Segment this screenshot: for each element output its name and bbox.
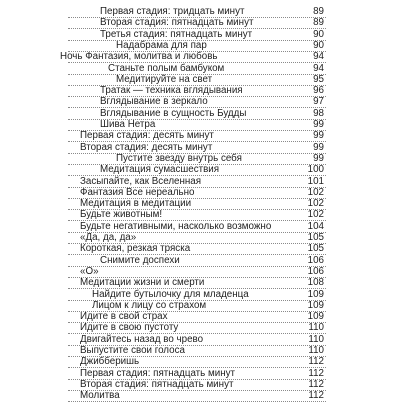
- toc-entry-title: Двигайтесь назад во чрево: [80, 333, 204, 345]
- toc-entry-page: 95: [313, 73, 324, 85]
- toc-entry-page: 101: [307, 175, 324, 187]
- toc-entry-title: Третья стадия: пятнадцать минут: [100, 28, 253, 40]
- toc-entry-title: Идите в свой страх: [80, 311, 168, 323]
- toc-entry-title: Первая стадия: десять минут: [80, 130, 214, 142]
- toc-entry-title: «Да, да, да»: [80, 232, 137, 243]
- toc-entry-title: Будьте негативными, насколько возможно: [80, 220, 272, 232]
- toc-entry-title: Фантазия Все нереально: [80, 186, 195, 198]
- toc-entry-page: 98: [313, 107, 324, 119]
- toc-entry-page: 112: [308, 367, 324, 379]
- toc-entry-page: 112: [308, 390, 324, 402]
- toc-entry-title: «О»: [80, 265, 99, 277]
- toc-entry-title: Ночь Фантазия, молитва и любовь: [60, 51, 218, 63]
- toc-entry-title: Станьте полым бамбуком: [108, 62, 225, 74]
- toc-entry-title: Тратак — техника вглядывания: [100, 85, 243, 97]
- toc-entry-page: 112: [308, 356, 324, 368]
- toc-entry-page: 99: [313, 152, 324, 164]
- toc-entry-page: 100: [307, 164, 324, 176]
- toc-entry-page: 102: [307, 198, 324, 210]
- toc-entry-page: 97: [313, 96, 324, 108]
- toc-entry-page: 94: [313, 62, 324, 74]
- toc-entry-title: Лицом к лицу со страхом: [92, 299, 207, 311]
- toc-entry-title: Вглядывание в зеркало: [100, 96, 208, 108]
- toc-entry-page: 90: [313, 39, 324, 51]
- toc-entry-page: 110: [308, 345, 324, 356]
- toc-entry-title: Вторая стадия: пятнадцать минут: [80, 378, 234, 390]
- toc-entry-page: 102: [307, 186, 324, 198]
- toc-entry-page: 104: [307, 220, 324, 232]
- toc-entry-page: 102: [307, 209, 324, 221]
- toc-entry-page: 90: [313, 28, 324, 40]
- toc-entry: [0, 389, 400, 402]
- toc-entry-title: Молитва: [80, 390, 120, 402]
- toc-entry-title: Вглядывание в сущность Будды: [100, 107, 247, 119]
- toc-entry-page: 89: [313, 6, 324, 17]
- toc-entry-page: 94: [313, 51, 324, 63]
- toc-entry-page: 110: [308, 333, 324, 345]
- toc-entry-title: Медитируйте на свет: [116, 73, 213, 85]
- toc-entry-page: 89: [313, 17, 324, 29]
- toc-entry-title: Первая стадия: пятнадцать минут: [80, 367, 236, 379]
- toc-entry-title: Идите в свою пустоту: [80, 322, 179, 334]
- toc-entry-title: Снимите доспехи: [100, 254, 180, 266]
- toc-entry-title: Надабрама для пар: [116, 39, 207, 51]
- toc-entry-page: 112: [308, 378, 324, 390]
- toc-entry-title: Первая стадия: тридцать минут: [100, 6, 245, 17]
- toc-entry-page: 106: [307, 265, 324, 277]
- toc-entry-title: Медитации жизни и смерти: [80, 277, 205, 289]
- toc-entry-title: Найдите бутылочку для младенца: [92, 288, 249, 300]
- toc-entry-page: 109: [307, 299, 324, 311]
- toc-entry-title: Медитация сумасшествия: [100, 164, 220, 176]
- toc-entry-title: Вторая стадия: пятнадцать минут: [100, 17, 254, 29]
- toc-entry-page: 105: [307, 232, 324, 243]
- toc-entry-title: Пустите звезду внутрь себя: [116, 152, 242, 164]
- toc-entry-page: 110: [308, 322, 324, 334]
- toc-entry-title: Выпустите свои голоса: [80, 345, 185, 356]
- toc-entry-title: Медитация в медитации: [80, 198, 192, 210]
- toc-entry-page: 99: [313, 119, 324, 130]
- toc-entry-page: 99: [313, 141, 324, 153]
- toc-entry-title: Короткая, резкая тряска: [80, 243, 191, 255]
- toc-entry-page: 96: [313, 85, 324, 97]
- toc-entry-title: Джибберишь: [80, 356, 140, 368]
- toc-entry-title: Вторая стадия: десять минут: [80, 141, 213, 153]
- toc-entry-page: 105: [307, 243, 324, 255]
- toc-entry-title: Засыпайте, как Вселенная: [80, 175, 202, 187]
- toc-entry-page: 108: [307, 277, 324, 289]
- toc-entry-title: Шива Нетра: [100, 119, 156, 130]
- toc-entry-page: 106: [307, 254, 324, 266]
- toc-entry-title: Будьте животным!: [80, 209, 163, 221]
- toc-entry-page: 109: [307, 311, 324, 323]
- toc-entry-page: 99: [313, 130, 324, 142]
- toc-entry-page: 109: [307, 288, 324, 300]
